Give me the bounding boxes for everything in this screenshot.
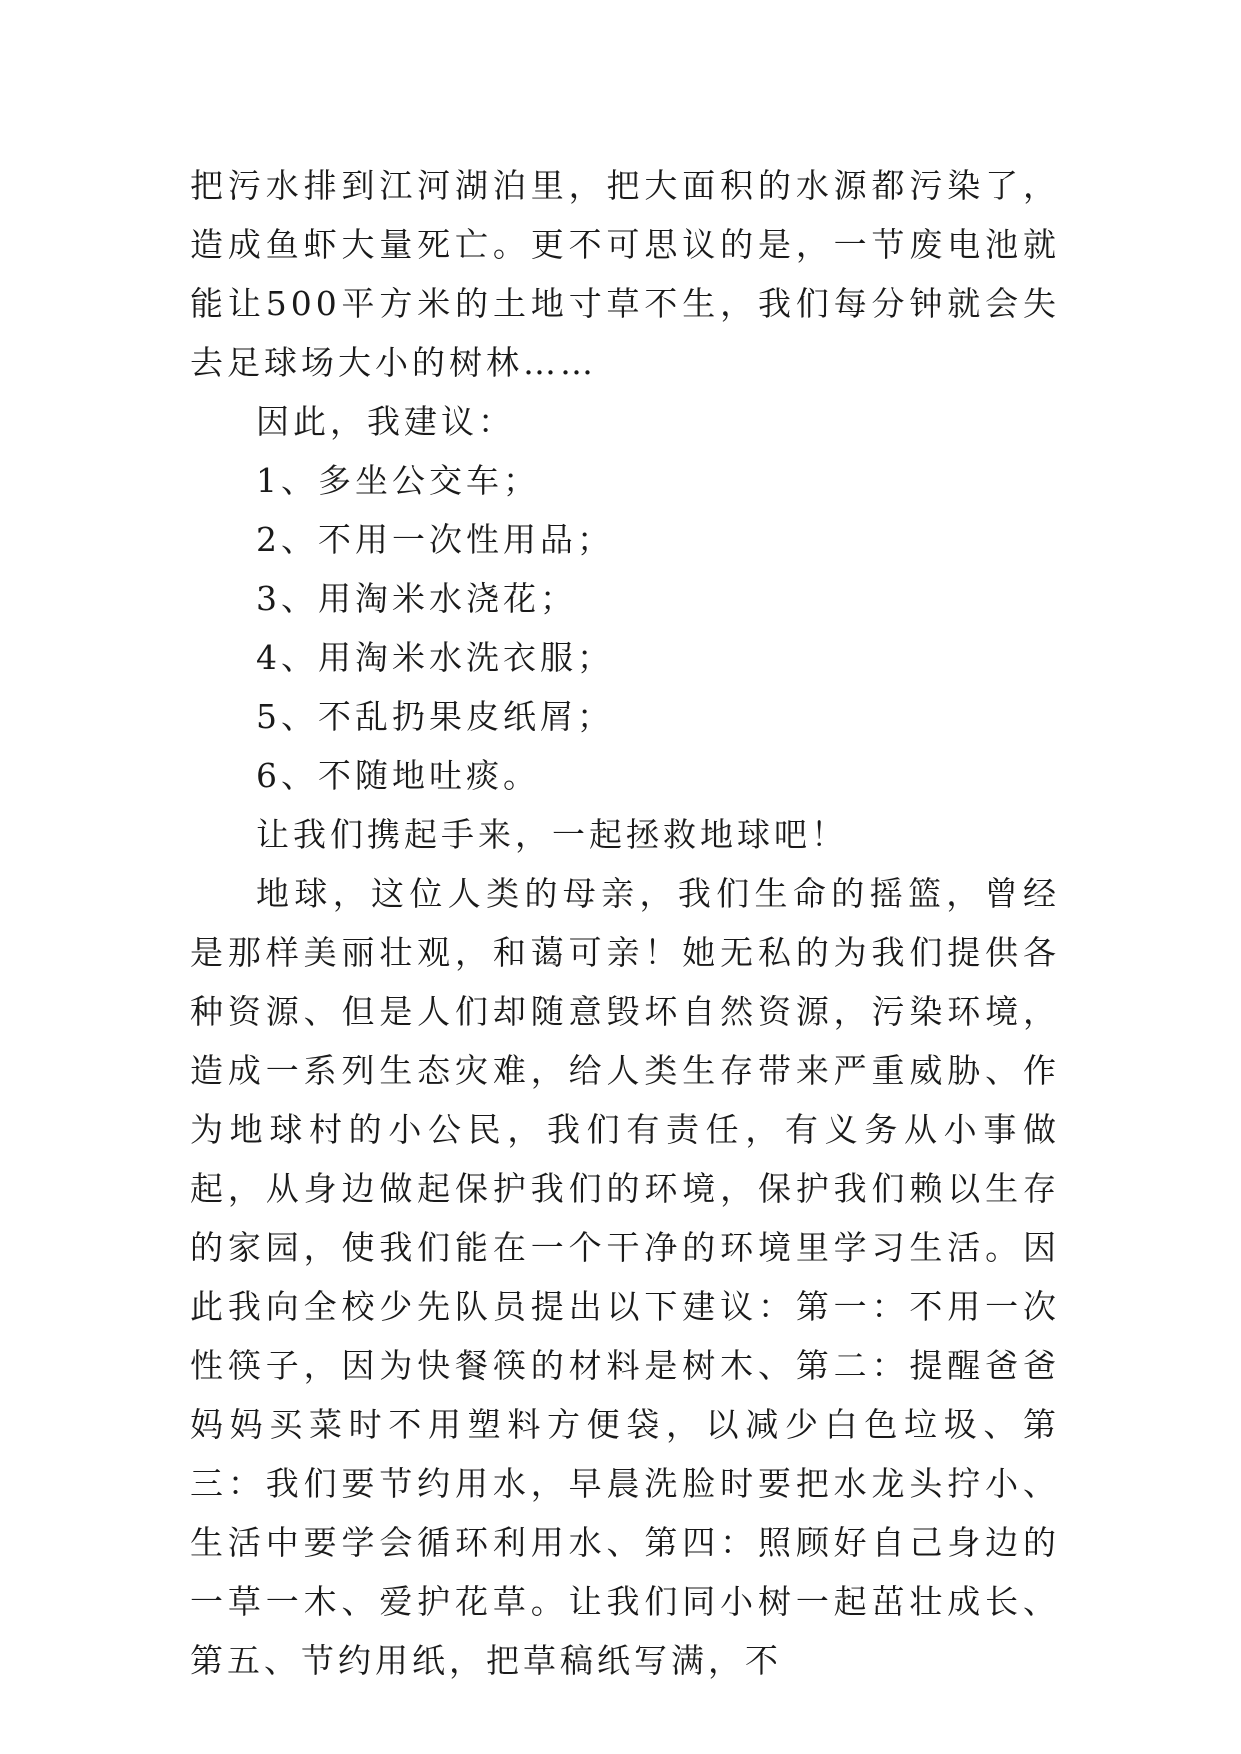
- suggestion-item-3: 3、用淘米水浇花；: [256, 579, 577, 618]
- paragraph-pollution: 把污水排到江河湖泊里，把大面积的水源都污染了，造成鱼虾大量死亡。更不可思议的是，一节废电池就能让500平方米的土地寸草不生，我们每分钟就会失去足球场大小的树林……: [190, 166, 1060, 382]
- document-body: [190, 156, 1060, 1690]
- suggestion-item-2: 2、不用一次性用品；: [256, 520, 614, 559]
- paragraph-earth: 地球，这位人类的母亲，我们生命的摇篮，曾经是那样美丽壮观，和蔼可亲！她无私的为我们提供各种资源、但是人们却随意毁坏自然资源，污染环境，造成一系列生态灾难，给人类生存带来严重威胁、作为地球村的小公民，我们有责任，有义务从小事做起，从身边做起保护我们的环境，保护我们赖以生存的家园，使我们能在一个干净的环境里学习生活。因此我向全校少先队员提出以下建议：第一：不用一次性筷子，因为快餐筷的材料是树木、第二：提醒爸爸妈妈买菜时不用塑料方便袋，以减少白色垃圾、第三：我们要节约用水，早晨洗脸时要把水龙头拧小、生活中要学会循环利用水、第四：照顾好自己身边的一草一木、爱护花草。让我们同小树一起茁壮成长、第五、节约用纸，把草稿纸写满，不: [190, 874, 1060, 1680]
- suggestion-item-1: 1、多坐公交车；: [256, 461, 540, 500]
- suggestion-item-4: 4、用淘米水洗衣服；: [256, 638, 614, 677]
- suggest-intro: 因此，我建议：: [256, 402, 515, 441]
- suggestion-item-5: 5、不乱扔果皮纸屑；: [256, 697, 614, 736]
- call-to-action: 让我们携起手来，一起拯救地球吧！: [256, 815, 848, 854]
- suggestion-item-6: 6、不随地吐痰。: [256, 756, 540, 795]
